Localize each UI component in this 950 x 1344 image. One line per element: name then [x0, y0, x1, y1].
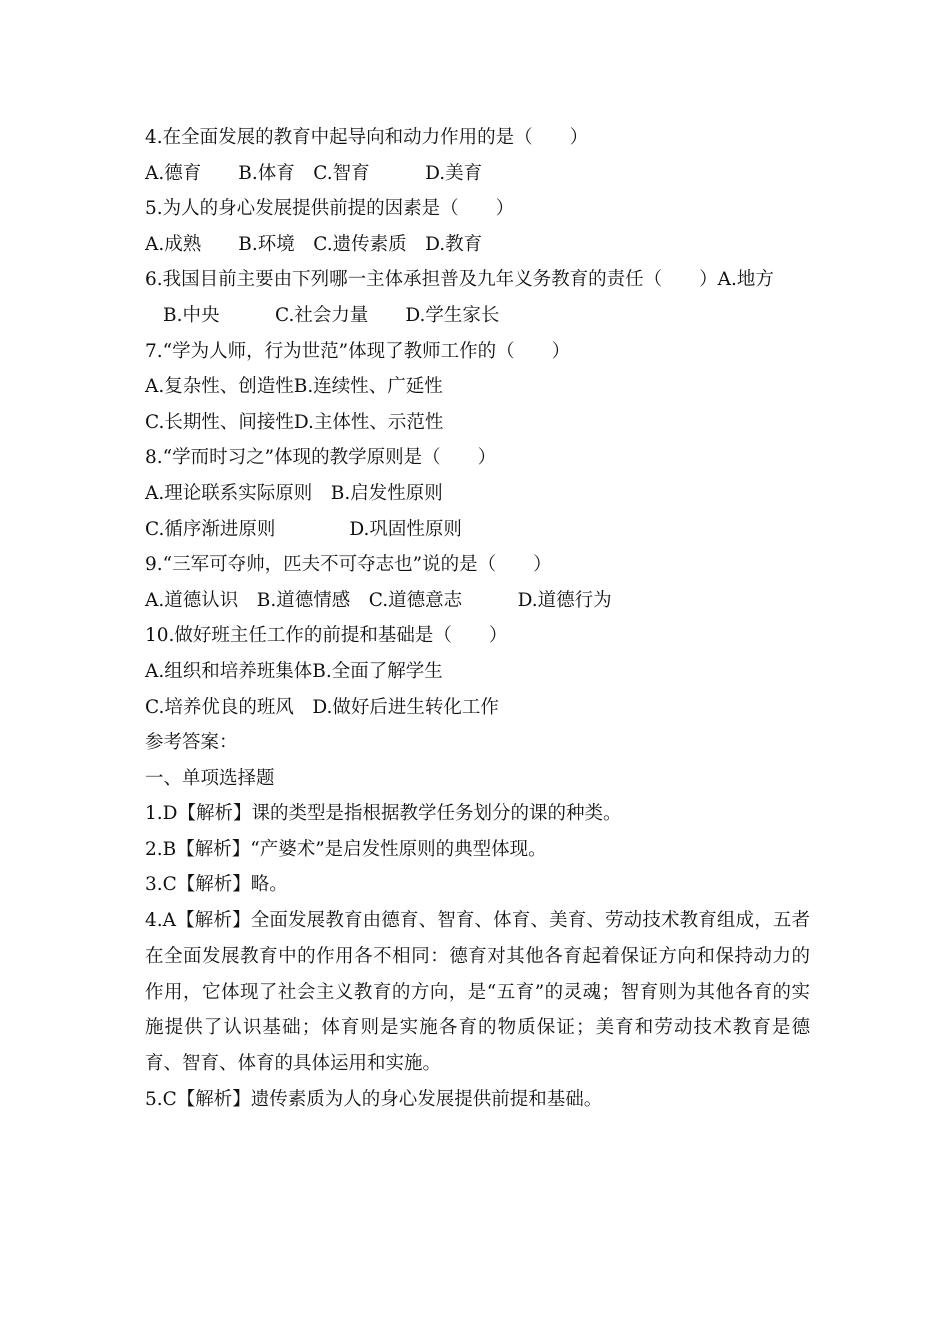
- question-options: A.组织和培养班集体B.全面了解学生: [145, 660, 443, 682]
- question-options: C.长期性、间接性D.主体性、示范性: [145, 411, 444, 433]
- question-7: [145, 334, 810, 441]
- document-content: [145, 120, 810, 1118]
- question-stem: 6.我国目前主要由下列哪一主体承担普及九年义务教育的责任（ ）A.地方: [145, 269, 774, 291]
- question-6: [145, 262, 810, 333]
- question-options: A.德育 B.体育 C.智育 D.美育: [145, 162, 483, 184]
- answer-item: 2.B【解析】“产婆术”是启发性原则的典型体现。: [145, 838, 547, 860]
- question-options: A.理论联系实际原则 B.启发性原则: [145, 482, 443, 504]
- question-stem: 9.“三军可夺帅，匹夫不可夺志也”说的是（ ）: [145, 554, 552, 576]
- question-options: A.道德认识 B.道德情感 C.道德意志 D.道德行为: [145, 589, 612, 611]
- question-options: C.循序渐进原则 D.巩固性原则: [145, 518, 462, 540]
- question-stem: 5.为人的身心发展提供前提的因素是（ ）: [145, 198, 515, 220]
- question-stem: 7.“学为人师，行为世范”体现了教师工作的（ ）: [145, 340, 571, 362]
- question-9: [145, 547, 810, 618]
- answers-heading: 参考答案：: [145, 732, 238, 754]
- answer-item: 1.D【解析】课的类型是指根据教学任务划分的课的种类。: [145, 803, 622, 825]
- answer-item: 4.A【解析】全面发展教育由德育、智育、体育、美育、劳动技术教育组成，五者在全面发展教育中的作用各不相同：德育对其他各育起着保证方向和保持动力的作用，它体现了社会主义教育的方向，是“五育”的灵魂；智育则为其他各育的实施提供了认识基础；体育则是实施各育的物质保证；美育和劳动技术教育是德育、智育、体育的具体运用和实施。: [145, 910, 810, 1075]
- question-options: C.培养优良的班风 D.做好后进生转化工作: [145, 696, 499, 718]
- question-stem: 4.在全面发展的教育中起导向和动力作用的是（ ）: [145, 127, 589, 148]
- answers-section-title: 一、单项选择题: [145, 767, 275, 789]
- question-options: B.中央 C.社会力量 D.学生家长: [163, 304, 500, 326]
- question-stem: 8.“学而时习之”体现的教学原则是（ ）: [145, 447, 497, 469]
- question-options: A.复杂性、创造性B.连续性、广延性: [145, 376, 443, 398]
- question-10: [145, 618, 810, 725]
- question-5: [145, 191, 810, 262]
- question-8: [145, 440, 810, 547]
- question-options: A.成熟 B.环境 C.遗传素质 D.教育: [145, 233, 483, 255]
- answer-item: 3.C【解析】略。: [145, 874, 288, 896]
- question-stem: 10.做好班主任工作的前提和基础是（ ）: [145, 625, 508, 647]
- question-4: [145, 120, 810, 191]
- answer-item: 5.C【解析】遗传素质为人的身心发展提供前提和基础。: [145, 1089, 603, 1111]
